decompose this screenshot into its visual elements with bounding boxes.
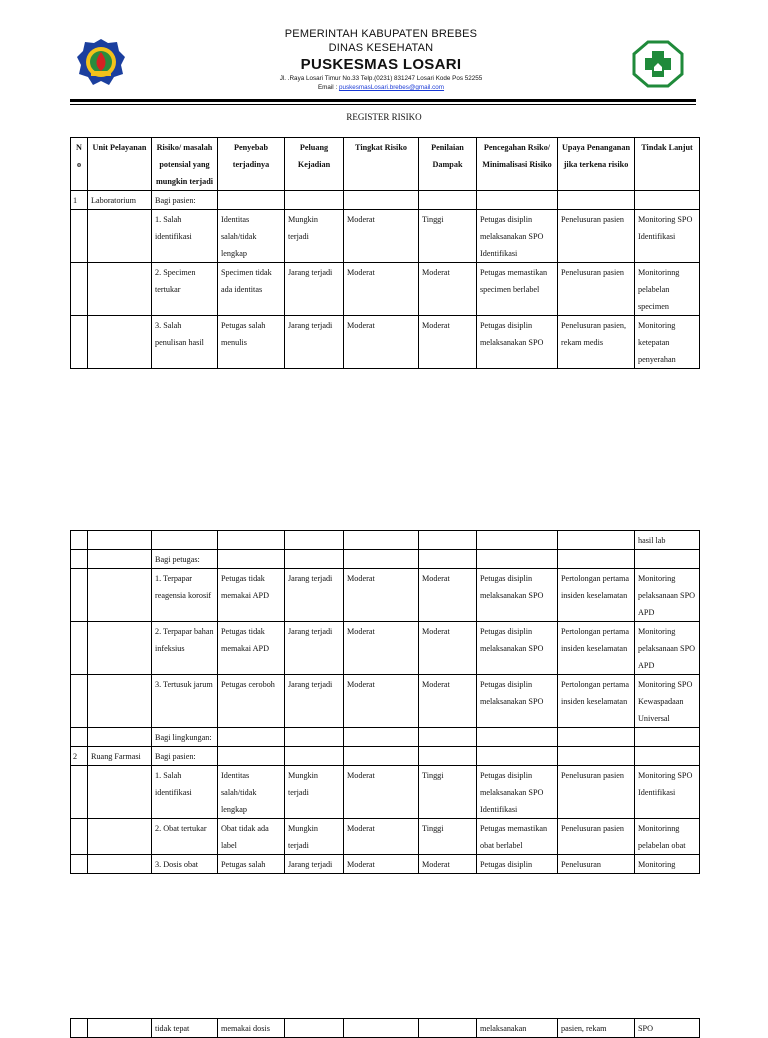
table-header-row [71,138,700,191]
table-cell [477,191,558,210]
table-cell [558,728,635,747]
kabupaten-brebes-emblem [76,38,126,86]
table-cell: Identitas salah/tidak lengkap [218,210,285,263]
table-cell: Moderat [419,855,477,874]
table-cell [152,531,218,550]
table-cell: Mungkin terjadi [285,819,344,855]
table-cell [88,855,152,874]
table-cell: Penelusuran pasien [558,819,635,855]
table-row [71,675,700,728]
letterhead-text [220,27,542,92]
table-cell: Petugas disiplin melaksanakan SPO [477,675,558,728]
table-cell [419,550,477,569]
table-cell: Jarang terjadi [285,316,344,369]
header-rule-thick [70,99,696,102]
table-cell: Monitoring ketepatan penyerahan [635,316,700,369]
table-cell: Petugas tidak memakai APD [218,622,285,675]
table-cell: Monitoring pelaksanaan SPO APD [635,569,700,622]
table-cell: 1 [71,191,88,210]
table-cell: Petugas ceroboh [218,675,285,728]
table-cell [71,622,88,675]
table-cell: SPO [635,1019,700,1038]
table-cell: Monitorinng pelabelan specimen [635,263,700,316]
table-cell: Moderat [344,855,419,874]
government-name: PEMERINTAH KABUPATEN BREBES [284,28,478,40]
email-label: Email : [317,84,339,91]
table-cell: 1. Salah identifikasi [152,766,218,819]
table-cell: 2. Specimen tertukar [152,263,218,316]
table-cell [88,263,152,316]
table-cell [477,747,558,766]
table-cell: melaksanakan [477,1019,558,1038]
table-cell: Moderat [419,675,477,728]
table-cell [285,747,344,766]
table-cell: Monitorinng pelabelan obat [635,819,700,855]
table-cell: 2. Terpapar bahan infeksius [152,622,218,675]
table-cell: memakai dosis [218,1019,285,1038]
table-cell [344,747,419,766]
table-cell [419,531,477,550]
table-cell: Petugas disiplin [477,855,558,874]
header-rule-thin [70,104,696,105]
email-link[interactable]: puskesmasLosari.brebes@gmail.com [338,84,445,91]
table-cell [477,531,558,550]
table-cell [558,550,635,569]
email-line [220,83,542,92]
table-cell: Penelusuran pasien [558,263,635,316]
table-cell: Tinggi [419,819,477,855]
table-cell [285,191,344,210]
table-cell [218,550,285,569]
table-row [71,747,700,766]
table-cell: Bagi pasien: [152,191,218,210]
table-cell [344,728,419,747]
table-cell [477,550,558,569]
document-title: REGISTER RISIKO [346,112,422,122]
table-cell: Monitoring [635,855,700,874]
table-cell [218,191,285,210]
table-cell: Petugas disiplin melaksanakan SPO [477,316,558,369]
table-cell [635,747,700,766]
column-header: Tindak Lanjut [635,138,700,191]
column-header: N o [71,138,88,191]
table-cell: Petugas salah menulis [218,316,285,369]
table-cell [71,531,88,550]
table-row [71,1019,700,1038]
table-cell: Obat tidak ada label [218,819,285,855]
table-cell [419,1019,477,1038]
table-cell: Petugas disiplin melaksanakan SPO [477,622,558,675]
puskesmas-name: PUSKESMAS LOSARI [300,56,462,73]
table-cell [71,316,88,369]
table-cell: Mungkin terjadi [285,210,344,263]
table-cell [88,766,152,819]
table-cell [88,819,152,855]
table-cell [71,675,88,728]
table-cell: Penelusuran pasien [558,766,635,819]
table-cell: Monitoring SPO Kewaspadaan Universal [635,675,700,728]
table-cell: Moderat [419,263,477,316]
table-cell [71,766,88,819]
table-cell: Tinggi [419,766,477,819]
letterhead [0,0,768,110]
table-cell [635,191,700,210]
table-cell: Petugas disiplin melaksanakan SPO [477,569,558,622]
table-cell [477,728,558,747]
table-cell: Monitoring SPO Identifikasi [635,210,700,263]
table-cell: hasil lab [635,531,700,550]
table-cell: Specimen tidak ada identitas [218,263,285,316]
table-cell [88,531,152,550]
table-cell [635,550,700,569]
table-cell: Jarang terjadi [285,855,344,874]
table-cell: Petugas tidak memakai APD [218,569,285,622]
table-cell: 2 [71,747,88,766]
puskesmas-cross-logo [632,40,684,88]
table-cell [88,1019,152,1038]
table-cell: tidak tepat [152,1019,218,1038]
table-cell: Petugas memastikan obat berlabel [477,819,558,855]
table-cell: Petugas memastikan specimen berlabel [477,263,558,316]
table-cell: Moderat [344,675,419,728]
table-cell: Pertolongan pertama insiden keselamatan [558,622,635,675]
table-cell [419,747,477,766]
table-cell: Jarang terjadi [285,675,344,728]
table-cell [285,1019,344,1038]
table-cell: Pertolongan pertama insiden keselamatan [558,675,635,728]
table-cell [419,191,477,210]
table-cell: Jarang terjadi [285,569,344,622]
table-cell: Moderat [344,819,419,855]
table-cell: Moderat [344,569,419,622]
table-cell: 1. Terpapar reagensia korosif [152,569,218,622]
table-cell: 2. Obat tertukar [152,819,218,855]
table-cell [635,728,700,747]
table-row [71,263,700,316]
table-cell: Ruang Farmasi [88,747,152,766]
table-cell [344,550,419,569]
table-cell: 1. Salah identifikasi [152,210,218,263]
table-cell [218,728,285,747]
column-header: Upaya Penanganan jika terkena risiko [558,138,635,191]
table-row [71,728,700,747]
table-cell: Tinggi [419,210,477,263]
table-cell: Penelusuran pasien [558,210,635,263]
table-cell: Moderat [344,766,419,819]
table-cell [419,728,477,747]
table-cell [344,191,419,210]
table-row [71,622,700,675]
table-cell: 3. Salah penulisan hasil [152,316,218,369]
table-cell: Jarang terjadi [285,622,344,675]
table-row [71,316,700,369]
column-header: Tingkat Risiko [344,138,419,191]
table-cell: Moderat [344,622,419,675]
table-cell [558,747,635,766]
table-cell: Moderat [344,210,419,263]
table-cell [71,1019,88,1038]
table-cell [285,531,344,550]
table-cell [558,531,635,550]
table-cell: pasien, rekam [558,1019,635,1038]
table-cell: Penelusuran pasien, rekam medis [558,316,635,369]
table-cell [88,622,152,675]
table-cell [71,263,88,316]
table-cell: Moderat [419,622,477,675]
table-cell [88,210,152,263]
address: Jl. .Raya Losari Timur No.33 Telp.(0231) 831247 Losari Kode Pos 52255 [279,75,483,82]
column-header: Peluang Kejadian [285,138,344,191]
table-cell: Bagi pasien: [152,747,218,766]
table-cell [71,210,88,263]
table-row [71,819,700,855]
table-cell [71,855,88,874]
table-row [71,531,700,550]
table-cell [88,550,152,569]
table-cell [218,747,285,766]
table-cell: Laboratorium [88,191,152,210]
table-cell: Pertolongan pertama insiden keselamatan [558,569,635,622]
table-cell: Moderat [344,263,419,316]
table-cell: Jarang terjadi [285,263,344,316]
table-cell: Monitoring pelaksanaan SPO APD [635,622,700,675]
department-name: DINAS KESEHATAN [328,42,434,54]
table-cell: Moderat [419,316,477,369]
table-cell [71,569,88,622]
table-row [71,191,700,210]
table-cell: Mungkin terjadi [285,766,344,819]
table-cell: Penelusuran [558,855,635,874]
table-cell [71,728,88,747]
table-cell: Moderat [344,316,419,369]
table-cell [344,531,419,550]
table-cell: 3. Tertusuk jarum [152,675,218,728]
table-cell [285,550,344,569]
column-header: Pencegahan Rsiko/ Minimalisasi Risiko [477,138,558,191]
table-cell: Monitoring SPO Identifikasi [635,766,700,819]
column-header: Unit Pelayanan [88,138,152,191]
column-header: Penyebab terjadinya [218,138,285,191]
table-cell [558,191,635,210]
table-row [71,569,700,622]
table-cell [88,569,152,622]
column-header: Penilaian Dampak [419,138,477,191]
table-cell: Moderat [419,569,477,622]
risk-register-table-page1 [70,137,700,369]
table-cell [71,550,88,569]
table-cell [285,728,344,747]
table-cell: Petugas disiplin melaksanakan SPO Identifikasi [477,210,558,263]
table-row [71,210,700,263]
risk-register-table-page3 [70,1018,700,1038]
table-cell: Petugas salah [218,855,285,874]
table-cell [71,819,88,855]
table-row [71,766,700,819]
table-cell [88,675,152,728]
table-cell: Bagi lingkungan: [152,728,218,747]
table-row [71,550,700,569]
table-cell [218,531,285,550]
table-cell: 3. Dosis obat [152,855,218,874]
table-cell [88,728,152,747]
table-cell: Bagi petugas: [152,550,218,569]
table-row [71,855,700,874]
table-cell [88,316,152,369]
table-cell: Identitas salah/tidak lengkap [218,766,285,819]
risk-register-table-page2 [70,530,700,874]
table-cell [344,1019,419,1038]
column-header: Risiko/ masalah potensial yang mungkin terjadi [152,138,218,191]
table-cell: Petugas disiplin melaksanakan SPO Identifikasi [477,766,558,819]
